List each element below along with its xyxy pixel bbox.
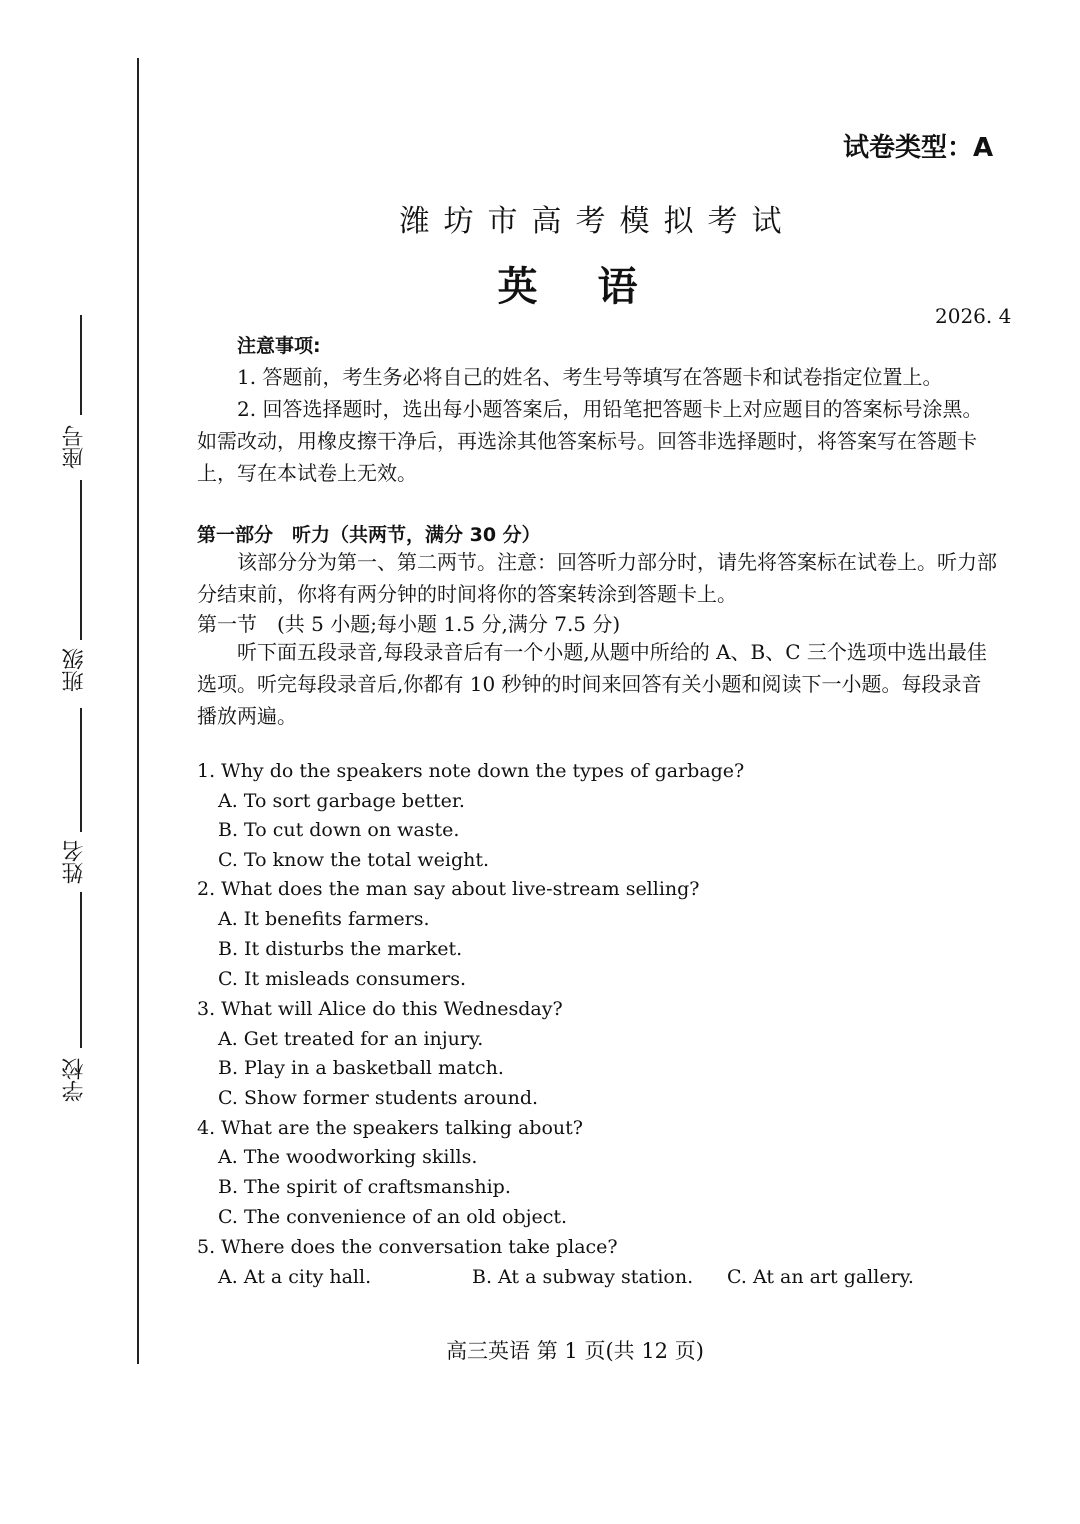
question-1-stem: 1. Why do the speakers note down the types of garbage?: [197, 760, 745, 782]
question-1-option-b: B. To cut down on waste.: [218, 819, 460, 841]
question-3-option-c: C. Show former students around.: [218, 1087, 539, 1109]
seat-fill-line: [80, 315, 82, 415]
part1-description: 该部分分为第一、第二两节。注意：回答听力部分时，请先将答案标在试卷上。听力部分结束前，你将有两分钟的时间将你的答案转涂到答题卡上。: [197, 550, 997, 606]
question-2-stem: 2. What does the man say about live-stream selling?: [197, 878, 700, 900]
school-label: 学校: [62, 1058, 87, 1102]
notice-heading: 注意事项:: [237, 335, 321, 357]
class-fill-line: [80, 480, 82, 640]
section1-description: 听下面五段录音,每段录音后有一个小题,从题中所给的 A、B、C 三个选项中选出最佳选项。听完每段录音后,你都有 10 秒钟的时间来回答有关小题和阅读下一小题。每段录音播放两遍。: [197, 640, 987, 728]
seat-label: 座号: [62, 425, 87, 469]
exam-date: 2026. 4: [935, 304, 1012, 328]
subject-title: 英语: [497, 264, 698, 310]
question-5-stem: 5. Where does the conversation take place?: [197, 1236, 618, 1258]
question-1-option-c: C. To know the total weight.: [218, 849, 490, 871]
seat-field: [55, 425, 95, 469]
class-label: 班级: [62, 648, 87, 692]
notice-item-2: 2. 回答选择题时，选出每小题答案后，用铅笔把答题卡上对应题目的答案标号涂黑。如需改动，用橡皮擦干净后，再选涂其他答案标号。回答非选择题时，将答案写在答题卡上，写在本试卷上无效。: [197, 397, 983, 485]
question-3-stem: 3. What will Alice do this Wednesday?: [197, 998, 563, 1020]
school-field: [55, 1058, 95, 1102]
question-1-option-a: A. To sort garbage better.: [218, 790, 465, 812]
name-fill-line: [80, 708, 82, 832]
part1-heading: 第一部分 听力（共两节，满分 30 分）: [197, 524, 541, 546]
question-5-option-b: B. At a subway station.: [472, 1266, 694, 1288]
question-3-option-a: A. Get treated for an injury.: [218, 1028, 484, 1050]
question-2-option-a: A. It benefits farmers.: [218, 908, 430, 930]
question-4-option-b: B. The spirit of craftsmanship.: [218, 1176, 511, 1198]
paper-type: 试卷类型：A: [843, 133, 994, 163]
question-4-option-c: C. The convenience of an old object.: [218, 1206, 568, 1228]
page-footer: 高三英语 第 1 页(共 12 页): [446, 1339, 704, 1363]
class-field: [55, 648, 95, 692]
question-4-option-a: A. The woodworking skills.: [218, 1146, 478, 1168]
question-5-option-c: C. At an art gallery.: [727, 1266, 914, 1288]
question-4-stem: 4. What are the speakers talking about?: [197, 1117, 583, 1139]
question-2-option-c: C. It misleads consumers.: [218, 968, 467, 990]
question-5-option-a: A. At a city hall.: [218, 1266, 372, 1288]
binding-line: [137, 58, 139, 1364]
name-label: 姓名: [62, 840, 87, 884]
notice-item-1: 1. 答题前，考生务必将自己的姓名、考生号等填写在答题卡和试卷指定位置上。: [237, 365, 943, 389]
school-fill-line: [80, 892, 82, 1048]
question-2-option-b: B. It disturbs the market.: [218, 938, 463, 960]
question-3-option-b: B. Play in a basketball match.: [218, 1057, 504, 1079]
name-field: [55, 840, 95, 884]
exam-title: 潍坊市高考模拟考试: [399, 204, 796, 239]
section1-heading: 第一节 (共 5 小题;每小题 1.5 分,满分 7.5 分): [197, 612, 621, 636]
